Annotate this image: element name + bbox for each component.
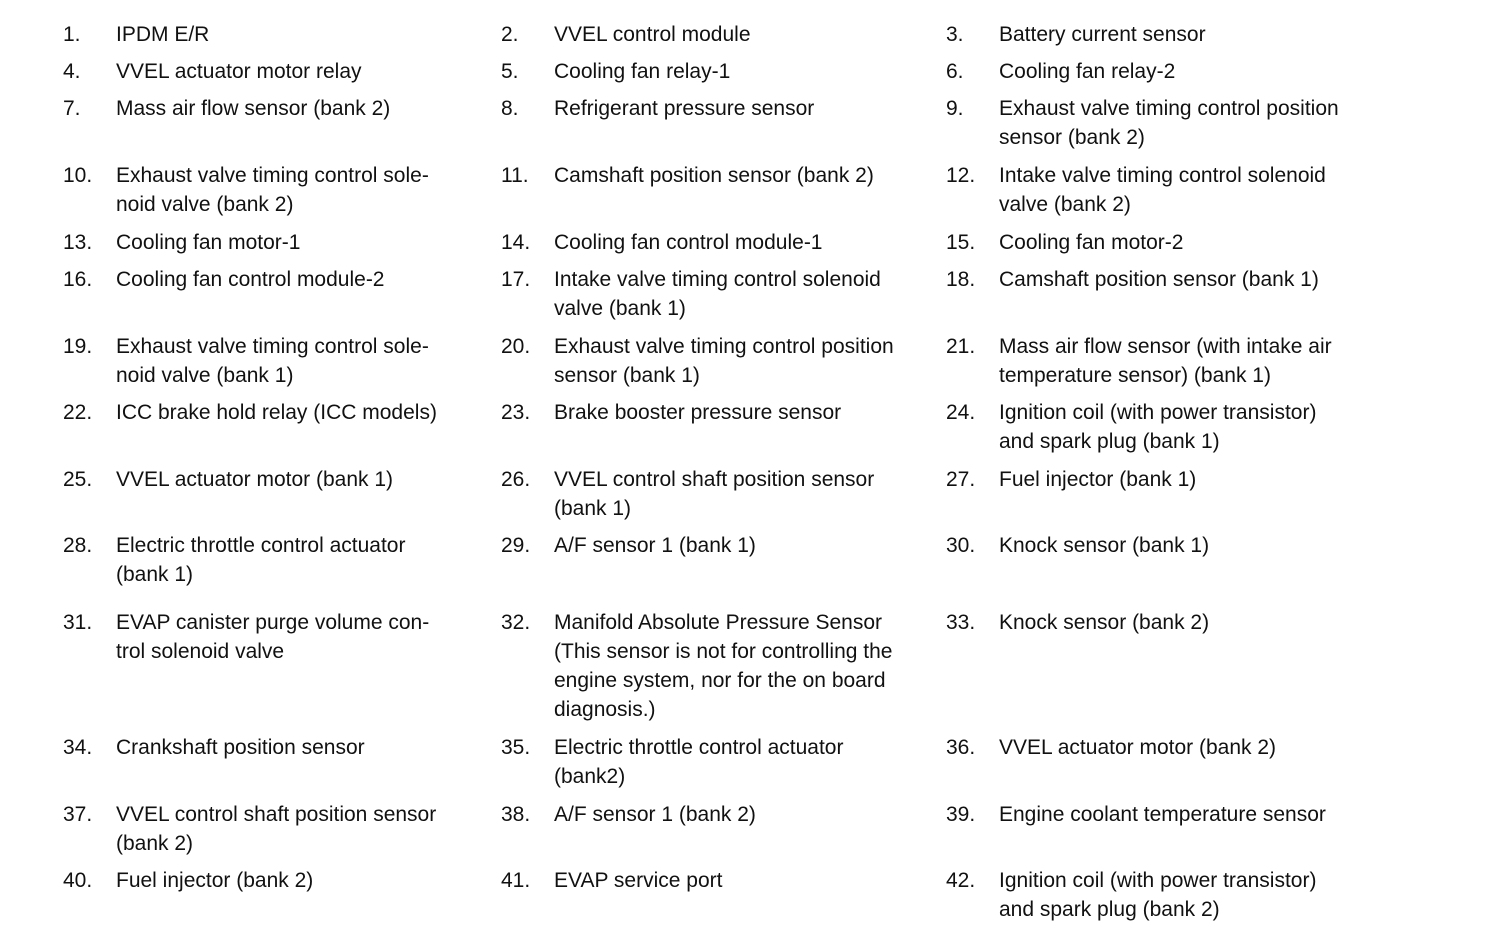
item-number: 8. [501, 97, 519, 120]
item-number: 21. [946, 335, 976, 358]
item-number: 22. [63, 401, 93, 424]
item-description: Cooling fan motor-2 [999, 231, 1184, 254]
item-number: 41. [501, 869, 531, 892]
item-number: 16. [63, 268, 93, 291]
item-number: 40. [63, 869, 93, 892]
item-description: Exhaust valve timing control sole- noid valve (bank 1) [116, 335, 429, 387]
item-description: ICC brake hold relay (ICC models) [116, 401, 437, 424]
item-number: 6. [946, 60, 964, 83]
item-description: Brake booster pressure sensor [554, 401, 842, 424]
item-number: 35. [501, 736, 531, 759]
item-number: 42. [946, 869, 976, 892]
item-number: 15. [946, 231, 976, 254]
item-description: Ignition coil (with power transistor) and spark plug (bank 1) [999, 401, 1317, 453]
item-number: 2. [501, 23, 519, 46]
item-description: Mass air flow sensor (with intake air temperature sensor) (bank 1) [999, 335, 1332, 387]
item-description: VVEL control module [554, 23, 751, 46]
item-description: Fuel injector (bank 1) [999, 468, 1197, 491]
item-description: EVAP service port [554, 869, 723, 892]
item-description: VVEL actuator motor relay [116, 60, 362, 83]
item-number: 30. [946, 534, 976, 557]
item-description: Knock sensor (bank 2) [999, 611, 1210, 634]
item-description: Battery current sensor [999, 23, 1206, 46]
item-description: Manifold Absolute Pressure Sensor (This sensor is not for controlling the engine system, nor for the on board diagnosis.) [554, 611, 893, 721]
item-description: Intake valve timing control solenoid valve (bank 1) [554, 268, 881, 320]
item-number: 19. [63, 335, 93, 358]
item-number: 31. [63, 611, 93, 634]
item-number: 27. [946, 468, 976, 491]
item-description: Cooling fan control module-1 [554, 231, 823, 254]
item-description: Camshaft position sensor (bank 2) [554, 164, 874, 187]
item-number: 29. [501, 534, 531, 557]
item-description: Cooling fan control module-2 [116, 268, 385, 291]
item-description: Intake valve timing control solenoid valve (bank 2) [999, 164, 1326, 216]
item-number: 20. [501, 335, 531, 358]
item-number: 25. [63, 468, 93, 491]
item-description: VVEL actuator motor (bank 2) [999, 736, 1277, 759]
item-number: 34. [63, 736, 93, 759]
item-description: A/F sensor 1 (bank 1) [554, 534, 756, 557]
item-description: Exhaust valve timing control sole- noid valve (bank 2) [116, 164, 429, 216]
item-description: Cooling fan relay-1 [554, 60, 731, 83]
item-description: Exhaust valve timing control position sensor (bank 2) [999, 97, 1339, 149]
item-description: Cooling fan motor-1 [116, 231, 301, 254]
item-description: Refrigerant pressure sensor [554, 97, 815, 120]
item-number: 23. [501, 401, 531, 424]
item-number: 18. [946, 268, 976, 291]
item-number: 4. [63, 60, 81, 83]
item-description: Exhaust valve timing control position sensor (bank 1) [554, 335, 894, 387]
item-description: Knock sensor (bank 1) [999, 534, 1210, 557]
item-description: Mass air flow sensor (bank 2) [116, 97, 391, 120]
item-description: Cooling fan relay-2 [999, 60, 1176, 83]
item-description: Electric throttle control actuator (bank2) [554, 736, 844, 788]
item-description: IPDM E/R [116, 23, 210, 46]
item-number: 7. [63, 97, 81, 120]
item-description: Fuel injector (bank 2) [116, 869, 314, 892]
item-description: Ignition coil (with power transistor) and spark plug (bank 2) [999, 869, 1317, 921]
item-number: 17. [501, 268, 531, 291]
item-number: 32. [501, 611, 531, 634]
item-number: 12. [946, 164, 976, 187]
item-number: 24. [946, 401, 976, 424]
item-number: 10. [63, 164, 93, 187]
item-number: 9. [946, 97, 964, 120]
item-description: VVEL control shaft position sensor (bank 1) [554, 468, 875, 520]
item-number: 39. [946, 803, 976, 826]
item-description: Crankshaft position sensor [116, 736, 365, 759]
item-number: 37. [63, 803, 93, 826]
item-description: A/F sensor 1 (bank 2) [554, 803, 756, 826]
item-description: Engine coolant temperature sensor [999, 803, 1326, 826]
item-number: 28. [63, 534, 93, 557]
item-number: 14. [501, 231, 531, 254]
item-description: VVEL actuator motor (bank 1) [116, 468, 394, 491]
item-number: 13. [63, 231, 93, 254]
item-number: 33. [946, 611, 976, 634]
item-number: 5. [501, 60, 519, 83]
item-description: Camshaft position sensor (bank 1) [999, 268, 1319, 291]
item-description: EVAP canister purge volume con- trol solenoid valve [116, 611, 430, 663]
item-number: 3. [946, 23, 964, 46]
item-number: 26. [501, 468, 531, 491]
item-number: 36. [946, 736, 976, 759]
item-description: VVEL control shaft position sensor (bank 2) [116, 803, 437, 855]
item-number: 38. [501, 803, 531, 826]
item-description: Electric throttle control actuator (bank 1) [116, 534, 406, 586]
item-number: 11. [501, 164, 529, 187]
item-number: 1. [63, 23, 81, 46]
